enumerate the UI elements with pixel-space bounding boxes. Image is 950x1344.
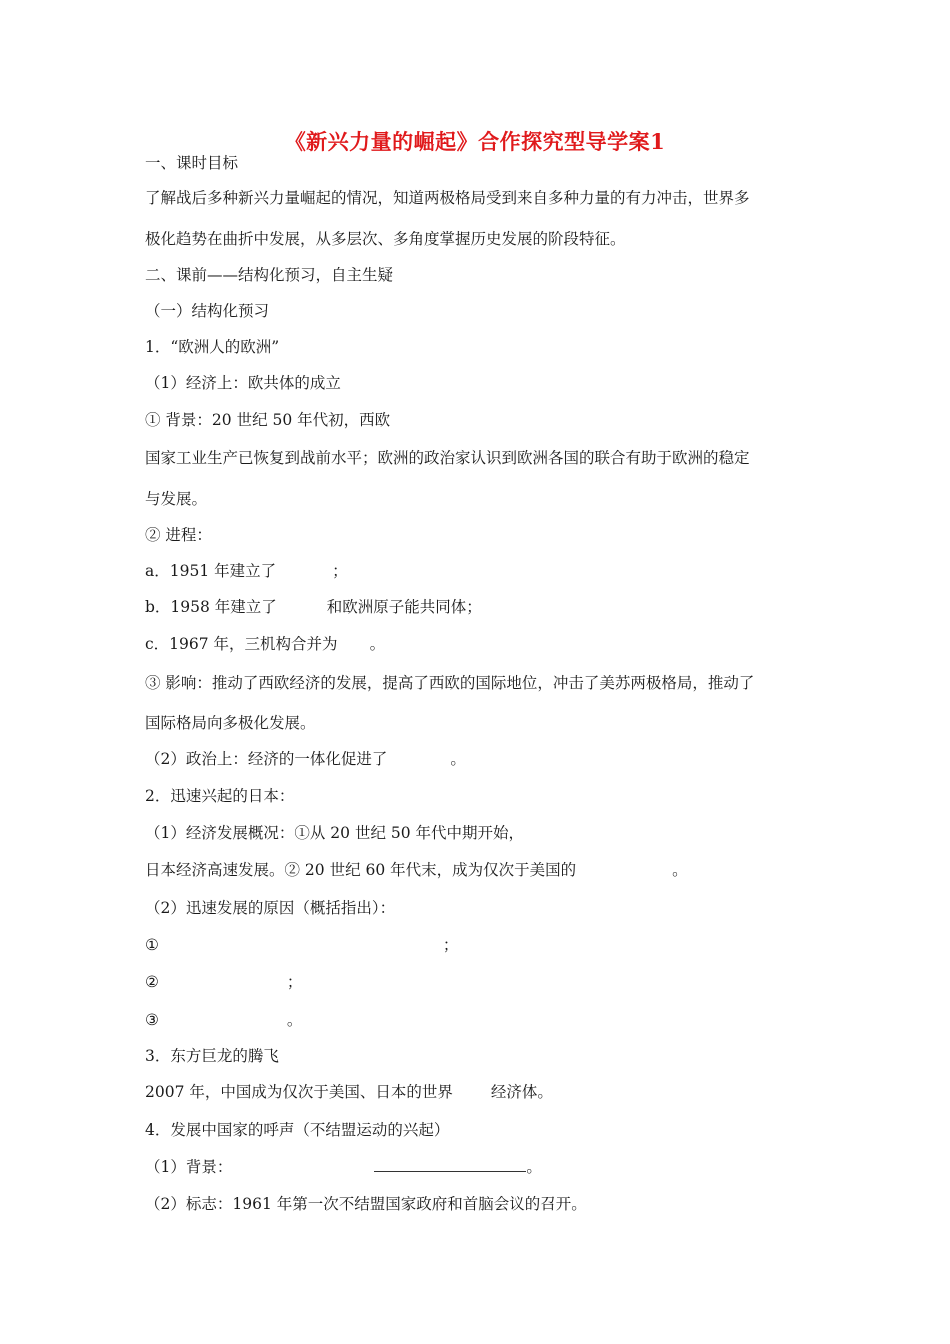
fill-blank-line bbox=[145, 860, 688, 880]
item-heading: 3．东方巨龙的腾飞 bbox=[145, 1047, 279, 1065]
page-title: 《新兴力量的崛起》合作探究型导学案1 bbox=[284, 129, 666, 154]
line-text: （1）背景： bbox=[145, 1158, 233, 1176]
paragraph-line: 了解战后多种新兴力量崛起的情况，知道两极格局受到来自多种力量的有力冲击，世界多 bbox=[145, 189, 750, 207]
line-text: 。 bbox=[369, 635, 386, 653]
line-text: 。 bbox=[450, 750, 466, 768]
section-heading: 二、课前——结构化预习，自主生疑 bbox=[145, 266, 394, 284]
item-heading: 4．发展中国家的呼声（不结盟运动的兴起） bbox=[145, 1121, 450, 1139]
line-text: a．1951 年建立了 bbox=[145, 562, 277, 580]
line-text: ； bbox=[442, 936, 459, 954]
line-text: b．1958 年建立了 bbox=[145, 598, 277, 616]
line-text: ① bbox=[145, 936, 159, 954]
fill-blank-line bbox=[145, 749, 466, 769]
sub-item: （2）标志：1961 年第一次不结盟国家政府和首脑会议的召开。 bbox=[145, 1195, 587, 1213]
sub-item: （1）经济上：欧共体的成立 bbox=[145, 374, 341, 392]
line-text: 。 bbox=[526, 1158, 542, 1176]
line-text: （2）政治上：经济的一体化促进了 bbox=[145, 750, 388, 768]
paragraph-line: ① 背景：20 世纪 50 年代初，西欧 bbox=[145, 411, 391, 429]
paragraph-line: 国际格局向多极化发展。 bbox=[145, 714, 316, 732]
section-heading: 一、课时目标 bbox=[145, 154, 239, 172]
paragraph-line: ② 进程： bbox=[145, 526, 212, 544]
paragraph-line: （1）经济发展概况：①从 20 世纪 50 年代中期开始， bbox=[145, 824, 525, 842]
fill-blank-line bbox=[145, 597, 482, 617]
line-text: 。 bbox=[672, 861, 688, 879]
line-text: 2007 年，中国成为仅次于美国、日本的世界 bbox=[145, 1083, 453, 1101]
line-text: 。 bbox=[286, 1011, 303, 1029]
fill-blank-line bbox=[145, 972, 302, 992]
paragraph-line: 国家工业生产已恢复到战前水平；欧洲的政治家认识到欧洲各国的联合有助于欧洲的稳定 bbox=[145, 449, 750, 467]
line-text: ； bbox=[286, 973, 303, 991]
paragraph-line: 与发展。 bbox=[145, 490, 208, 508]
line-text: 经济体。 bbox=[490, 1083, 553, 1101]
paragraph-line: 极化趋势在曲折中发展，从多层次、多角度掌握历史发展的阶段特征。 bbox=[145, 230, 626, 248]
fill-blank-line bbox=[145, 1082, 553, 1102]
line-text: ② bbox=[145, 973, 159, 991]
item-heading: 2．迅速兴起的日本： bbox=[145, 787, 295, 805]
fill-blank-line bbox=[145, 1157, 542, 1177]
answer-blank[interactable] bbox=[374, 1157, 526, 1172]
subsection-heading: （一）结构化预习 bbox=[145, 302, 270, 320]
line-text: ； bbox=[332, 562, 348, 580]
line-text: 和欧洲原子能共同体； bbox=[326, 598, 482, 616]
line-text: ③ bbox=[145, 1011, 159, 1029]
line-text: c．1967 年，三机构合并为 bbox=[145, 635, 338, 653]
sub-item: （2）迅速发展的原因（概括指出）： bbox=[145, 899, 396, 917]
fill-blank-line bbox=[145, 561, 348, 581]
fill-blank-line bbox=[145, 935, 458, 955]
paragraph-line: ③ 影响：推动了西欧经济的发展，提高了西欧的国际地位，冲击了美苏两极格局，推动了 bbox=[145, 674, 755, 692]
item-heading: 1．“欧洲人的欧洲” bbox=[145, 338, 280, 356]
fill-blank-line bbox=[145, 634, 385, 654]
line-text: 日本经济高速发展。② 20 世纪 60 年代末，成为仅次于美国的 bbox=[145, 861, 577, 879]
fill-blank-line bbox=[145, 1010, 302, 1030]
